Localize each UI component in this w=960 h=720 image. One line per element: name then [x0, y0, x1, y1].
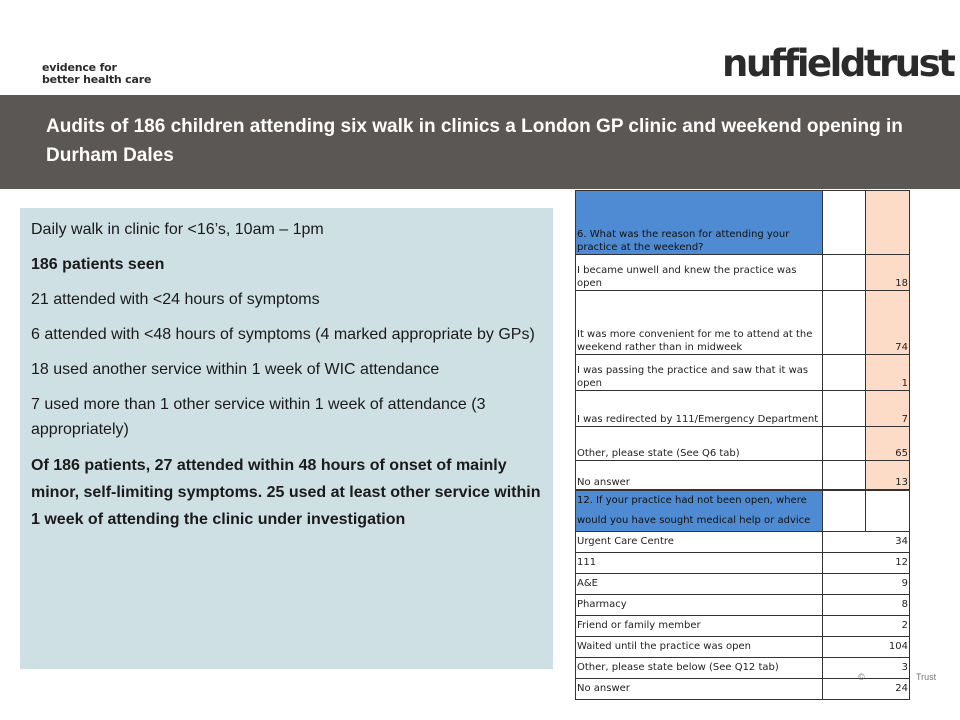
q12-row-value: 24 [823, 679, 910, 700]
q12-row-value: 9 [823, 574, 910, 595]
q12-table [575, 490, 910, 700]
q12-row-value: 3 [823, 658, 910, 679]
q6-row-value: 13 [866, 461, 910, 490]
nuffield-trust-logo: nuffieldtrust [722, 42, 954, 85]
q6-gap-cell [823, 255, 866, 291]
q6-row-label: I became unwell and knew the practice was open [576, 255, 823, 291]
q6-header-row [576, 191, 910, 255]
q6-question: 6. What was the reason for attending your practice at the weekend? [576, 191, 823, 255]
q12-row-value: 12 [823, 553, 910, 574]
q12-row-label: Urgent Care Centre [576, 532, 823, 553]
title-banner [0, 95, 960, 189]
table-row [576, 291, 910, 355]
info-line-other-service: 18 used another service within 1 week of WIC attendance [31, 361, 440, 378]
table-row [576, 461, 910, 490]
table-row [576, 427, 910, 461]
q12-row-value: 2 [823, 616, 910, 637]
q6-table [575, 190, 910, 490]
q12-row-label: No answer [576, 679, 823, 700]
audit-summary-box [20, 208, 553, 669]
q6-row-label: No answer [576, 461, 823, 490]
info-line-clinic: Daily walk in clinic for <16’s, 10am – 1pm [31, 221, 324, 238]
q6-row-label: It was more convenient for me to attend at the weekend rather than in midweek [576, 291, 823, 355]
info-line-multi-service: 7 used more than 1 other service within 1 week of attendance (3 appropriately) [31, 396, 486, 438]
q12-row-label: 111 [576, 553, 823, 574]
evidence-logo-line1: evidence for [42, 61, 117, 74]
q12-row-label: Pharmacy [576, 595, 823, 616]
q6-gap-cell [823, 391, 866, 427]
q6-row-value: 18 [866, 255, 910, 291]
q12-row-label: Waited until the practice was open [576, 637, 823, 658]
info-line-48h: 6 attended with <48 hours of symptoms (4 marked appropriate by GPs) [31, 326, 535, 343]
q12-row-label: Other, please state below (See Q12 tab) [576, 658, 823, 679]
q6-row-value: 74 [866, 291, 910, 355]
q6-row-value: 7 [866, 391, 910, 427]
q6-blank-cell [823, 191, 866, 255]
slide-title: Audits of 186 children attending six walk in clinics a London GP clinic and weekend opening in Durham Dales [46, 116, 903, 166]
copyright-notice [858, 672, 937, 682]
q12-question: 12. If your practice had not been open, where would you have sought medical help or advice [576, 491, 823, 532]
q12-row-value: 8 [823, 595, 910, 616]
q12-row-value: 34 [823, 532, 910, 553]
copyright-symbol: © [858, 672, 865, 682]
copyright-tail: Trust [916, 672, 937, 682]
q6-gap-cell [823, 291, 866, 355]
table-row [576, 574, 910, 595]
table-row [576, 637, 910, 658]
q12-header-row [576, 491, 910, 532]
evidence-logo-line2: better health care [42, 73, 152, 86]
survey-tables [575, 190, 911, 720]
q6-blank-count [866, 191, 910, 255]
info-line-24h: 21 attended with <24 hours of symptoms [31, 291, 320, 308]
q12-row-label: A&E [576, 574, 823, 595]
info-line-patients: 186 patients seen [31, 256, 165, 273]
table-row [576, 355, 910, 391]
q6-row-value: 1 [866, 355, 910, 391]
q6-row-label: Other, please state (See Q6 tab) [576, 427, 823, 461]
table-row [576, 255, 910, 291]
evidence-logo [42, 62, 151, 86]
q6-gap-cell [823, 355, 866, 391]
table-row [576, 391, 910, 427]
q6-row-label: I was passing the practice and saw that it was open [576, 355, 823, 391]
info-line-summary: Of 186 patients, 27 attended within 48 hours of onset of mainly minor, self-limiting symptoms. 25 used at least other service within 1 week of attending the clinic under investigation [31, 457, 541, 528]
q6-row-label: I was redirected by 111/Emergency Department [576, 391, 823, 427]
table-row [576, 616, 910, 637]
q12-blank-cell [823, 491, 866, 532]
q6-row-value: 65 [866, 427, 910, 461]
table-row [576, 553, 910, 574]
q6-gap-cell [823, 461, 866, 490]
q12-row-label: Friend or family member [576, 616, 823, 637]
q12-blank-count [866, 491, 910, 532]
table-row [576, 595, 910, 616]
table-row [576, 532, 910, 553]
q12-row-value: 104 [823, 637, 910, 658]
q6-gap-cell [823, 427, 866, 461]
